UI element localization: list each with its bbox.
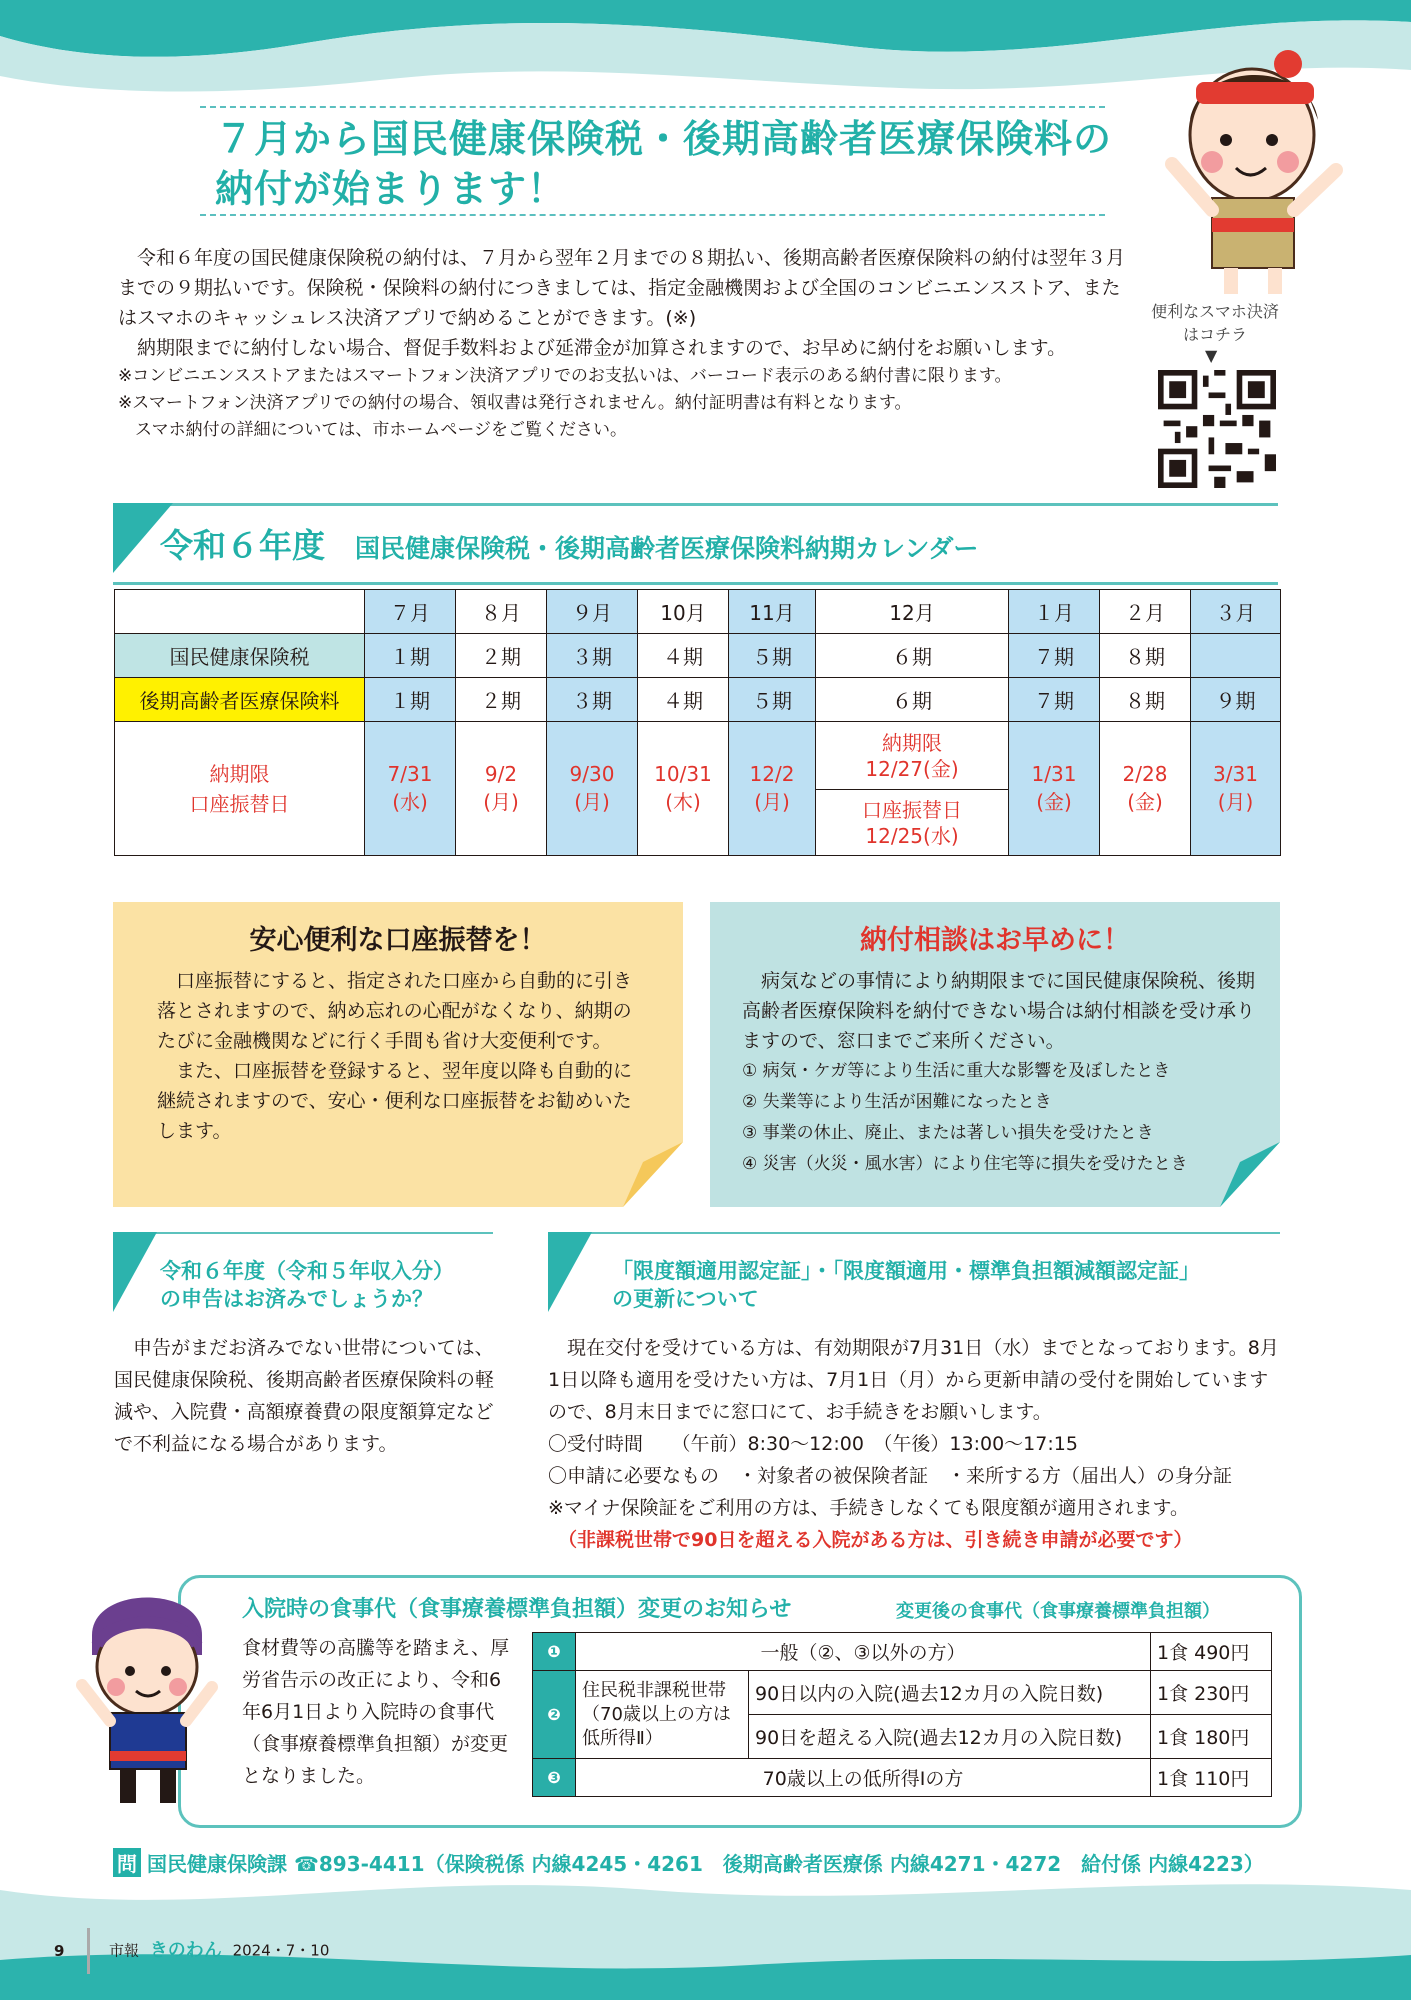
limit-body bbox=[548, 1332, 1286, 1556]
row-label-kouki: 後期高齢者医療保険料 bbox=[115, 678, 365, 722]
due-date: 1/31 bbox=[1031, 762, 1077, 786]
due-date-cell bbox=[638, 722, 729, 856]
consultation-item-3: ③ 事業の休止、廃止、または著しい損失を受けたとき bbox=[742, 1123, 1154, 1143]
meal-row-label: 一般（②、③以外の方） bbox=[576, 1633, 1151, 1671]
due-date-cell bbox=[729, 722, 816, 856]
mascot-illustration-top bbox=[1160, 40, 1360, 300]
limit-note: ※マイナ保険証をご利用の方は、手続きしなくても限度額が適用されます。 bbox=[548, 1497, 1190, 1519]
due-weekday: (金) bbox=[1127, 790, 1163, 814]
due-weekday: (水) bbox=[392, 790, 428, 814]
declaration-heading-line-2: の申告はお済みでしょうか？ bbox=[160, 1287, 433, 1311]
due-date-cell bbox=[547, 722, 638, 856]
limit-hours: 〇受付時間 （午前）8:30〜12:00 （午後）13:00〜17:15 bbox=[548, 1433, 1078, 1455]
title-line-1: ７月から国民健康保険税・後期高齢者医療保険料の bbox=[215, 117, 1113, 161]
intro-paragraph-2: 納期限までに納付しない場合、督促手数料および延滞金が加算されますので、お早めに納付をお願いします。 bbox=[137, 337, 1067, 359]
page-curl-decoration bbox=[1220, 1142, 1280, 1207]
month-cell: 11月 bbox=[729, 590, 816, 634]
consultation-item-2: ② 失業等により生活が困難になったとき bbox=[742, 1092, 1052, 1112]
intro-note-3: スマホ納付の詳細については、市ホームページをご覧ください。 bbox=[135, 420, 627, 440]
month-cell: ７月 bbox=[365, 590, 456, 634]
footer-wave bbox=[0, 1850, 1411, 2000]
period-cell: ２期 bbox=[456, 678, 547, 722]
due-weekday: (月) bbox=[483, 790, 519, 814]
meal-table-title: 変更後の食事代（食事療養標準負担額） bbox=[896, 1601, 1220, 1622]
limit-heading-line-1: 「限度額適用認定証」・「限度額適用・標準負担額減額認定証」 bbox=[612, 1259, 1200, 1283]
consultation-box-title: 納付相談はお早めに！ bbox=[860, 925, 1130, 956]
december-due-date: 12/27(金) bbox=[865, 756, 959, 781]
consultation-item-4: ④ 災害（火災・風水害）により住宅等に損失を受けたとき bbox=[742, 1154, 1188, 1174]
mascot-illustration-bottom bbox=[72, 1575, 222, 1815]
meal-row-label: 70歳以上の低所得Ⅰの方 bbox=[576, 1759, 1151, 1797]
intro-note-1: ※コンビニエンスストアまたはスマートフォン決済アプリでのお支払いは、バーコード表示のある納付書に限ります。 bbox=[118, 366, 1012, 386]
due-date-cell bbox=[456, 722, 547, 856]
due-weekday: (木) bbox=[665, 790, 701, 814]
payment-calendar-table bbox=[114, 589, 1281, 856]
consultation-item-1: ① 病気・ケガ等により生活に重大な影響を及ぼしたとき bbox=[742, 1061, 1171, 1081]
page-curl-decoration bbox=[623, 1142, 683, 1207]
due-weekday: (月) bbox=[574, 790, 610, 814]
month-cell: ２月 bbox=[1100, 590, 1191, 634]
due-date: 10/31 bbox=[654, 762, 712, 786]
row-number-1: ❶ bbox=[533, 1633, 576, 1671]
title-divider-bottom bbox=[200, 214, 1105, 216]
december-transfer-cell bbox=[816, 790, 1009, 856]
row-label-kokuho: 国民健康保険税 bbox=[115, 634, 365, 678]
declaration-body: 申告がまだお済みでない世帯については、国民健康保険税、後期高齢者医療保険料の軽減や、入院費・高額療養費の限度額算定などで不利益になる場合があります。 bbox=[114, 1337, 495, 1455]
title-divider-top bbox=[200, 106, 1105, 108]
due-label: 納期限 bbox=[209, 761, 270, 786]
december-transfer-date: 12/25(水) bbox=[865, 823, 959, 848]
calendar-heading-year: 令和６年度 bbox=[160, 526, 325, 565]
inquiry-icon: 問 bbox=[113, 1848, 141, 1877]
limit-required: 〇申請に必要なもの ・対象者の被保険者証 ・来所する方（届出人）の身分証 bbox=[548, 1465, 1233, 1487]
period-cell: ９期 bbox=[1191, 678, 1281, 722]
autopay-box-body bbox=[157, 966, 647, 1146]
page-title bbox=[215, 114, 1115, 214]
autopay-box-title: 安心便利な口座振替を！ bbox=[249, 925, 547, 956]
meal-row-label: 90日を超える入院(過去12カ月の入院日数) bbox=[749, 1715, 1151, 1759]
meal-row-group-label: 住民税非課税世帯（70歳以上の方は低所得Ⅱ） bbox=[576, 1671, 749, 1759]
intro-section bbox=[118, 243, 1130, 444]
period-cell: ６期 bbox=[816, 634, 1009, 678]
month-cell: 10月 bbox=[638, 590, 729, 634]
consultation-box-body bbox=[742, 966, 1262, 1180]
calendar-due-row bbox=[115, 722, 1281, 790]
period-cell: ３期 bbox=[547, 634, 638, 678]
calendar-kouki-row bbox=[115, 678, 1281, 722]
due-date: 12/2 bbox=[749, 762, 795, 786]
due-weekday: (月) bbox=[1217, 790, 1254, 814]
declaration-heading bbox=[160, 1257, 490, 1313]
meal-row-price: 1食 490円 bbox=[1151, 1633, 1272, 1671]
title-line-2: 納付が始まります！ bbox=[215, 167, 567, 211]
autopay-box bbox=[113, 902, 683, 1207]
publication-logo: きのわん bbox=[149, 1939, 222, 1961]
intro-paragraph-1: 令和６年度の国民健康保険税の納付は、７月から翌年２月までの８期払い、後期高齢者医療保険料の納付は翌年３月までの９期払いです。保険税・保険料の納付につきましては、指定金融機関および全国のコンビニエンスストア、またはスマホのキャッシュレス決済アプリで納めることができます。(※) bbox=[118, 247, 1126, 329]
consultation-box bbox=[710, 902, 1280, 1207]
month-cell: ８月 bbox=[456, 590, 547, 634]
period-cell: ２期 bbox=[456, 634, 547, 678]
period-cell: ５期 bbox=[729, 634, 816, 678]
period-cell: １期 bbox=[365, 678, 456, 722]
due-date: 9/30 bbox=[569, 762, 615, 786]
autopay-paragraph-2: また、口座振替を登録すると、翌年度以降も自動的に継続されますので、安心・便利な口座振替をお勧めいたします。 bbox=[157, 1060, 633, 1142]
month-cell: ９月 bbox=[547, 590, 638, 634]
december-due-label: 納期限 bbox=[882, 730, 942, 755]
month-cell: １月 bbox=[1009, 590, 1100, 634]
due-weekday: (月) bbox=[754, 790, 790, 814]
period-cell: １期 bbox=[365, 634, 456, 678]
period-cell: ５期 bbox=[729, 678, 816, 722]
publication-name: 市報 bbox=[109, 1941, 140, 1960]
meal-notice-title: 入院時の食事代（食事療養標準負担額）変更のお知らせ bbox=[242, 1597, 792, 1622]
month-cell: ３月 bbox=[1191, 590, 1281, 634]
period-cell: ７期 bbox=[1009, 634, 1100, 678]
period-cell: ３期 bbox=[547, 678, 638, 722]
issue-date: 2024・7・10 bbox=[232, 1941, 330, 1960]
due-date-cell bbox=[365, 722, 456, 856]
consultation-paragraph: 病気などの事情により納期限までに国民健康保険税、後期高齢者医療保険料を納付できない場合は納付相談を受け承りますので、窓口までご来所ください。 bbox=[742, 970, 1256, 1052]
footer-divider bbox=[87, 1928, 90, 1974]
period-cell: ８期 bbox=[1100, 678, 1191, 722]
declaration-heading-line-1: 令和６年度（令和５年収入分） bbox=[160, 1259, 454, 1283]
calendar-month-row bbox=[115, 590, 1281, 634]
month-cell: 12月 bbox=[816, 590, 1009, 634]
due-date-cell bbox=[1191, 722, 1281, 856]
period-cell: ８期 bbox=[1100, 634, 1191, 678]
qr-caption: 便利なスマホ決済はコチラ bbox=[1151, 302, 1279, 344]
contact-text: 国民健康保険課 ☎893-4411（保険税係 内線4245・4261 後期高齢者医療係 内線4271・4272 給付係 内線4223） bbox=[147, 1852, 1264, 1876]
down-arrow-icon: ▼ bbox=[1205, 346, 1218, 365]
period-cell: ４期 bbox=[638, 634, 729, 678]
row-label-due bbox=[115, 722, 365, 856]
due-weekday: (金) bbox=[1036, 790, 1072, 814]
limit-heading bbox=[612, 1257, 1292, 1313]
row-number-3: ❸ bbox=[533, 1759, 576, 1797]
limit-body-paragraph: 現在交付を受けている方は、有効期限が7月31日（水）までとなっております。8月1日以降も適用を受けたい方は、7月1日（月）から更新申請の受付を開始していますので、8月末日までに窓口にて、お手続きをお願いします。 bbox=[548, 1337, 1279, 1423]
qr-code[interactable] bbox=[1158, 370, 1276, 488]
meal-notice-body: 食材費等の高騰等を踏まえ、厚労省告示の改正により、令和6年6月1日より入院時の食事代（食事療養標準負担額）が変更となりました。 bbox=[242, 1637, 510, 1787]
meal-row-low-income bbox=[533, 1759, 1272, 1797]
limit-red-note: （非課税世帯で90日を超える入院がある方は、引き続き申請が必要です） bbox=[558, 1529, 1193, 1551]
due-date: 3/31 bbox=[1213, 762, 1258, 786]
meal-row-general bbox=[533, 1633, 1272, 1671]
row-number-2: ❷ bbox=[533, 1671, 576, 1759]
autopay-paragraph-1: 口座振替にすると、指定された口座から自動的に引き落とされますので、納め忘れの心配がなくなり、納期のたびに金融機関などに行く手間も省け大変便利です。 bbox=[157, 970, 633, 1052]
due-date-cell bbox=[1100, 722, 1191, 856]
intro-note-2: ※スマートフォン決済アプリでの納付の場合、領収書は発行されません。納付証明書は有料となります。 bbox=[118, 393, 912, 413]
meal-row-label: 90日以内の入院(過去12カ月の入院日数) bbox=[749, 1671, 1151, 1715]
limit-heading-line-2: の更新について bbox=[612, 1287, 759, 1311]
period-cell: ６期 bbox=[816, 678, 1009, 722]
due-date: 7/31 bbox=[387, 762, 433, 786]
december-transfer-label: 口座振替日 bbox=[862, 797, 962, 822]
meal-row-exempt-90 bbox=[533, 1671, 1272, 1715]
period-cell: ７期 bbox=[1009, 678, 1100, 722]
due-date-cell bbox=[1009, 722, 1100, 856]
period-cell: ４期 bbox=[638, 678, 729, 722]
period-cell-empty bbox=[1191, 634, 1281, 678]
calendar-corner-cell bbox=[115, 590, 365, 634]
page-footer bbox=[54, 1928, 329, 1974]
transfer-label: 口座振替日 bbox=[189, 791, 290, 816]
meal-cost-table bbox=[532, 1632, 1272, 1797]
meal-row-price: 1食 180円 bbox=[1151, 1715, 1272, 1759]
page-number: 9 bbox=[54, 1941, 65, 1960]
due-date: 2/28 bbox=[1122, 762, 1168, 786]
meal-row-price: 1食 230円 bbox=[1151, 1671, 1272, 1715]
due-date: 9/2 bbox=[484, 762, 518, 786]
calendar-kokuho-row bbox=[115, 634, 1281, 678]
meal-row-price: 1食 110円 bbox=[1151, 1759, 1272, 1797]
calendar-heading-title: 国民健康保険税・後期高齢者医療保険料納期カレンダー bbox=[355, 534, 979, 563]
december-due-cell bbox=[816, 722, 1009, 790]
